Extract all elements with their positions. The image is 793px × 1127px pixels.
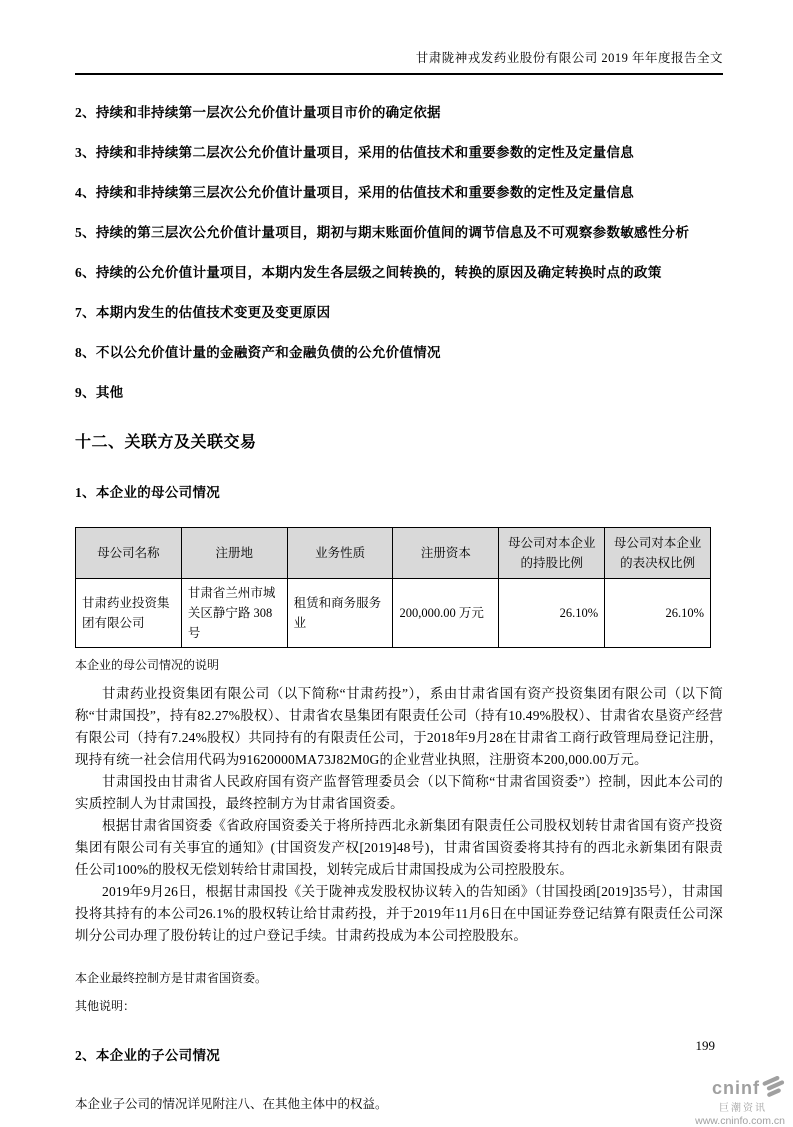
other-note-label: 其他说明： (75, 999, 136, 1014)
fair-value-item-7: 7、本期内发生的估值技术变更及变更原因 (75, 305, 331, 321)
running-header-title: 甘肃陇神戎发药业股份有限公司 2019 年年度报告全文 (75, 50, 723, 75)
cell-shareholding-ratio: 26.10% (499, 579, 605, 648)
parent-company-table-head (76, 528, 711, 579)
cninfo-brand-text: cninf (712, 1077, 760, 1098)
paragraph-share-transfer-2019: 2019年9月26日，根据甘肃国投《关于陇神戎发股权协议转入的告知函》（甘国投函[2019]35号），甘肃国投将其持有的本公司26.1%的股权转让给甘肃药投，并于2019年11月6日在中国证券登记结算有限责任公司深圳分公司办理了股份转让的过户登记手续。甘肃药投成为本公司控股股东。 (75, 884, 723, 944)
parent-company-table-body (76, 579, 711, 648)
col-header-registered-place: 注册地 (181, 528, 287, 579)
col-header-shareholding-ratio: 母公司对本企业的持股比例 (499, 528, 605, 579)
fair-value-item-8: 8、不以公允价值计量的金融资产和金融负债的公允价值情况 (75, 345, 441, 361)
table-row (76, 579, 711, 648)
fair-value-item-5: 5、持续的第三层次公允价值计量项目，期初与期末账面价值间的调节信息及不可观察参数敏感性分析 (75, 225, 690, 241)
cninfo-chinese-name: 巨潮资讯 (719, 1102, 767, 1114)
fair-value-item-6: 6、持续的公允价值计量项目，本期内发生各层级之间转换的，转换的原因及确定转换时点的政策 (75, 265, 662, 281)
paragraph-parent-company-intro: 甘肃药业投资集团有限公司（以下简称“甘肃药投”），系由甘肃省国有资产投资集团有限公司（以下简称“甘肃国投”，持有82.27%股权）、甘肃省农垦集团有限责任公司（持有10.49%股权）、甘肃省农垦资产经营有限公司（持有7.24%股权）共同持有的有限责任公司，于2018年9月28在甘肃省工商行政管理局登记注册，现持有统一社会信用代码为91620000MA73J82M0G的企业营业执照，注册资本200,000.00万元。 (75, 686, 723, 768)
final-controller-note: 本企业最终控制方是甘肃省国资委。 (75, 971, 268, 986)
col-header-voting-ratio: 母公司对本企业的表决权比例 (605, 528, 711, 579)
section-title-related-parties: 十二、关联方及关联交易 (75, 434, 257, 452)
cninfo-url: www.cninfo.com.cn (695, 1114, 785, 1127)
paragraph-actual-controller: 甘肃国投由甘肃省人民政府国有资产监督管理委员会（以下简称“甘肃省国资委”）控制，因此本公司的实质控制人为甘肃国投，最终控制方为甘肃省国资委。 (75, 774, 723, 812)
fair-value-item-9: 9、其他 (75, 385, 124, 401)
col-header-registered-capital: 注册资本 (393, 528, 499, 579)
fair-value-item-3: 3、持续和非持续第二层次公允价值计量项目，采用的估值技术和重要参数的定性及定量信息 (75, 145, 635, 161)
parent-company-table (75, 527, 711, 648)
fair-value-item-4: 4、持续和非持续第三层次公允价值计量项目，采用的估值技术和重要参数的定性及定量信息 (75, 185, 635, 201)
cell-registered-place: 甘肃省兰州市城关区静宁路 308 号 (181, 579, 287, 648)
subsidiaries-reference-text: 本企业子公司的情况详见附注八、在其他主体中的权益。 (75, 1097, 388, 1112)
subheading-parent-company: 1、本企业的母公司情况 (75, 485, 221, 501)
cell-registered-capital: 200,000.00 万元 (393, 579, 499, 648)
page-number: 199 (695, 1038, 715, 1053)
cell-voting-ratio: 26.10% (605, 579, 711, 648)
cninfo-logo-top (665, 1076, 785, 1102)
cninfo-globe-icon (762, 1076, 785, 1102)
parent-company-note-caption: 本企业的母公司情况的说明 (75, 658, 220, 673)
cell-parent-name: 甘肃药业投资集团有限公司 (76, 579, 182, 648)
subheading-subsidiaries: 2、本企业的子公司情况 (75, 1048, 221, 1064)
paragraph-equity-transfer-notice: 根据甘肃省国资委《省政府国资委关于将所持西北永新集团有限责任公司股权划转甘肃省国有资产投资集团有限公司有关事宜的通知》(甘国资发产权[2019]48号)，甘肃省国资委将其持有的西北永新集团有限责任公司100%的股权无偿划转给甘肃国投，划转完成后甘肃国投成为公司控股股东。 (75, 818, 723, 878)
fair-value-item-2: 2、持续和非持续第一层次公允价值计量项目市价的确定依据 (75, 105, 441, 121)
cninfo-logo (665, 1076, 785, 1127)
col-header-business-nature: 业务性质 (287, 528, 393, 579)
cell-business-nature: 租赁和商务服务业 (287, 579, 393, 648)
col-header-parent-name: 母公司名称 (76, 528, 182, 579)
table-header-row (76, 528, 711, 579)
